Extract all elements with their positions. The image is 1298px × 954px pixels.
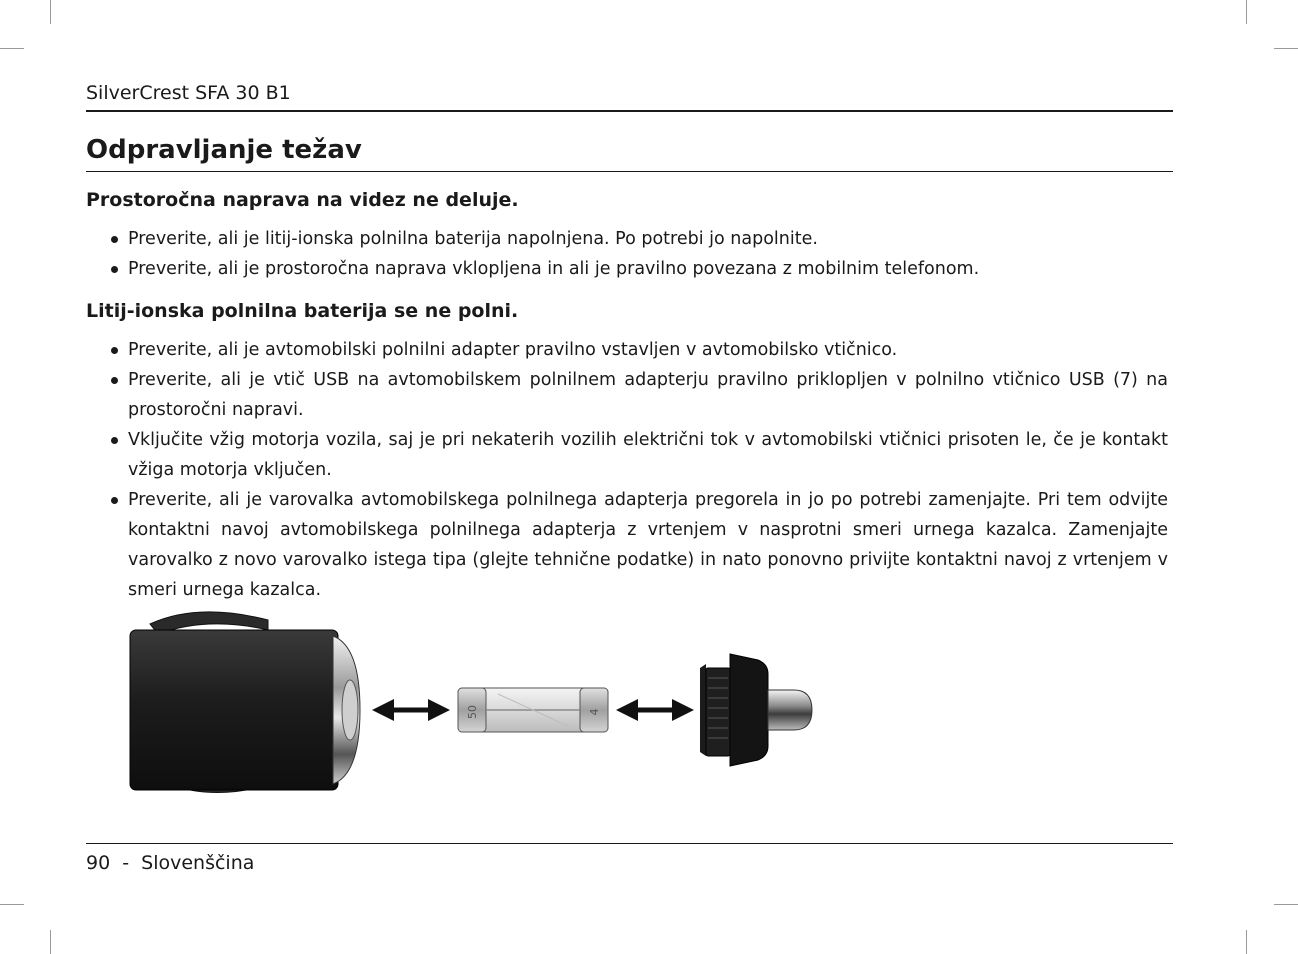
list-item bbox=[86, 425, 1168, 485]
list-item bbox=[86, 335, 1168, 365]
crop-mark bbox=[1274, 48, 1298, 49]
list-item bbox=[86, 224, 1168, 254]
list-item bbox=[86, 485, 1168, 605]
list-item-text: Preverite, ali je prostoročna naprava vklopljena in ali je pravilno povezana z mobilnim telefonom. bbox=[128, 259, 980, 279]
double-arrow-icon bbox=[616, 699, 694, 721]
title-rule bbox=[86, 171, 1173, 172]
bullet-icon bbox=[111, 347, 118, 354]
section-battery-not-charging bbox=[86, 297, 1168, 605]
section-heading: Prostoročna naprava na videz ne deluje. bbox=[86, 189, 519, 211]
list-item-text: Preverite, ali je avtomobilski polnilni adapter pravilno vstavljen v avtomobilsko vtičnico. bbox=[128, 340, 898, 360]
contact-thread-cap bbox=[700, 654, 812, 766]
crop-mark bbox=[0, 904, 24, 905]
car-charger-adapter bbox=[130, 612, 360, 793]
list-item-text: Preverite, ali je varovalka avtomobilskega polnilnega adapterja pregorela in jo po potrebi zamenjajte. Pri tem odvijte kontaktni navoj avtomobilskega polnilnega adapterja z vrtenjem v nasprotni smeri urnega kazalca. Zamenjajte varovalko z novo varovalko istega tipa (glejte tehnične podatke) in nato ponovno privijte kontaktni navoj z vrtenjem v smeri urnega kazalca. bbox=[128, 490, 1168, 600]
header-rule bbox=[86, 110, 1173, 112]
fuse-marking-left: 50 bbox=[466, 705, 479, 719]
list-item-text: Preverite, ali je vtič USB na avtomobilskem polnilnem adapterju pravilno priklopljen v polnilno vtičnico USB (7) na prostoročni napravi. bbox=[128, 370, 1168, 420]
crop-mark bbox=[1246, 930, 1247, 954]
list-item-text: Vključite vžig motorja vozila, saj je pri nekaterih vozilih električni tok v avtomobilski vtičnici prisoten le, če je kontakt vžiga motorja vključen. bbox=[128, 430, 1168, 480]
double-arrow-icon bbox=[372, 699, 450, 721]
crop-mark bbox=[1274, 904, 1298, 905]
list-item-text: Preverite, ali je litij-ionska polnilna baterija napolnjena. Po potrebi jo napolnite. bbox=[128, 229, 818, 249]
crop-mark bbox=[0, 48, 24, 49]
list-item bbox=[86, 365, 1168, 425]
bullet-list bbox=[86, 335, 1168, 605]
crop-mark bbox=[50, 0, 51, 24]
glass-fuse bbox=[458, 688, 608, 732]
page-footer bbox=[86, 852, 254, 874]
fuse-marking-right: 4 bbox=[588, 708, 601, 716]
bullet-list bbox=[86, 224, 1168, 284]
footer-rule bbox=[86, 843, 1173, 844]
running-header: SilverCrest SFA 30 B1 bbox=[86, 82, 291, 104]
page-number: 90 bbox=[86, 852, 111, 874]
bullet-icon bbox=[111, 377, 118, 384]
bullet-icon bbox=[111, 437, 118, 444]
bullet-icon bbox=[111, 266, 118, 273]
section-device-not-working bbox=[86, 186, 1168, 284]
bullet-icon bbox=[111, 497, 118, 504]
bullet-icon bbox=[111, 236, 118, 243]
page-title: Odpravljanje težav bbox=[86, 135, 362, 165]
crop-mark bbox=[50, 930, 51, 954]
footer-language: Slovenščina bbox=[141, 852, 255, 874]
fuse-replacement-figure bbox=[128, 606, 828, 796]
section-heading: Litij-ionska polnilna baterija se ne polni. bbox=[86, 300, 519, 322]
crop-mark bbox=[1246, 0, 1247, 24]
list-item bbox=[86, 254, 1168, 284]
footer-separator: - bbox=[122, 852, 130, 874]
